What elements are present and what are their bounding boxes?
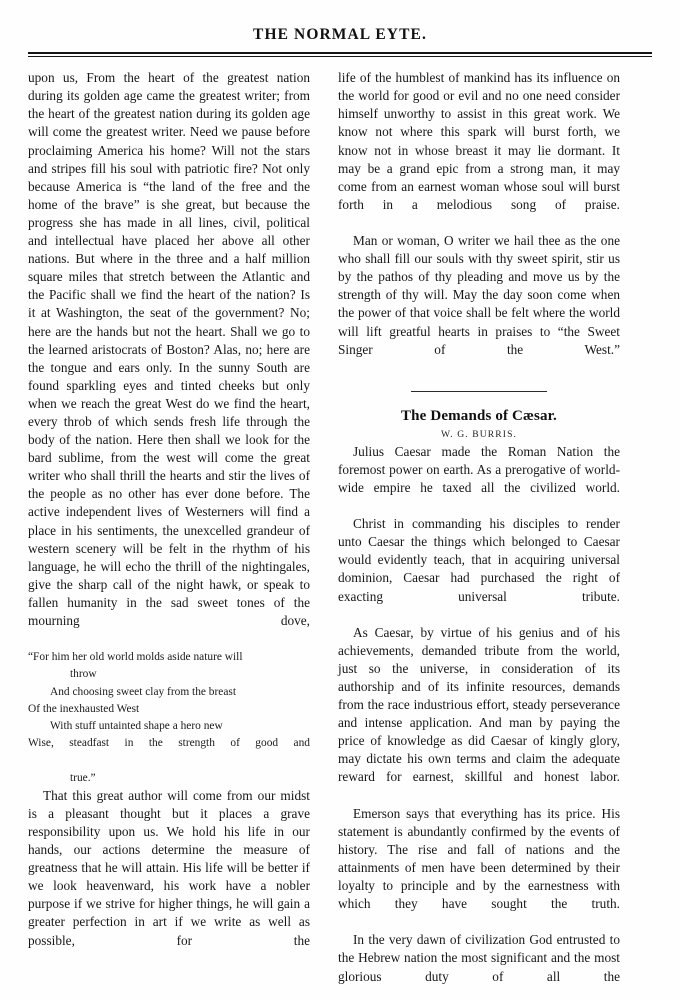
paragraph: upon us, From the heart of the greatest nation during its golden age came the greatest writer; from the heart of the greatest nation during its golden age will come the greatest writer. Need we pause before proclaiming America his home? Will not the stars and stripes fill his soul with patriotic fire? Not only because America is “the land of the free and the home of the brave” is she great, but because the progress she has made in all lines, civil, political and intellectual have placed her above all other nations. But where in the three and a half million square miles that stretch between the Atlantic and the Pacific shall we find the heart of the nation? Is it at Washington, the seat of the government? No; here are the hands but not the heart. Shall we go to the learned aristocrats of Boston? Alas, no; here are the tongue and ears only. In the sunny South are found sparkling eyes and tinted cheeks but only when we reach the great West do we find the heart, every throb of which sends fresh life through the body of the nation. Here then shall we look for the bard sublime, from the west will come the great writer who shall thrill the hearts and stir the lives of the people as no other has ever done before. The active independent lives of Westerners will find a place in his sentiments, the unexcelled grandeur of western scenery will be felt in the rhythm of his language, he will echo the thrill of the nightingales, give the sharp call of the night hawk, or speak to fallen humanity in the sad sweet tones of the mourning dove, bbox=[28, 70, 310, 628]
verse-line: throw bbox=[70, 668, 97, 681]
verse-line: Of the inexhausted West bbox=[28, 702, 140, 715]
verse-line: And choosing sweet clay from the breast bbox=[50, 685, 236, 698]
two-column-layout bbox=[0, 57, 680, 1004]
divider-rule bbox=[411, 391, 547, 392]
paragraph: In the very dawn of civilization God entrusted to the Hebrew nation the most significant and the most glorious duty of all the bbox=[338, 932, 620, 984]
article-byline: W. G. BURRIS. bbox=[440, 428, 518, 440]
paragraph: life of the humblest of mankind has its influence on the world for good or evil and no one need consider himself unworthy to assist in this great work. We know not where this spark will burst forth, we know not in whose breast it may lie dormant. It may be a grand epic from a strong man, it may come from an earnest woman whose soul will burst forth in a melodious song of praise. bbox=[338, 70, 620, 212]
paragraph: As Caesar, by virtue of his genius and of his achievements, demanded tribute from the world, just so the universe, in consideration of its authorship and of its infinite resources, demands from the race industrious effort, steady perseverance and intense application. And man by paying the price of knowledge as did Caesar of kingly glory, may dictate his own terms and claim the adequate reward for earnest, skillful and honest labor. bbox=[338, 624, 620, 785]
left-column bbox=[28, 69, 324, 968]
verse-line: With stuff untainted shape a hero new bbox=[50, 720, 223, 732]
paragraph: That this great author will come from our midst is a pleasant thought but it places a grave responsibility upon us. We hold his life in our hands, our actions determine the measure of greatness that he will attain. His life will be better if we look heavenward, his work have a nobler purpose if we strive for higher things, he will gain a greater perfection in art if we write as well as possible, for the bbox=[28, 787, 310, 948]
article-divider bbox=[338, 382, 620, 400]
paragraph: Emerson says that everything has its price. His statement is abundantly confirmed by the events of history. The rise and fall of nations and the attainments of men have been determined by their loyalty to principle and by the earnestness with which they have sought the truth. bbox=[338, 805, 620, 912]
verse-block bbox=[28, 649, 310, 787]
article-title: The Demands of Cæsar. bbox=[401, 407, 557, 424]
paragraph: Julius Caesar made the Roman Nation the foremost power on earth. As a prerogative of world-wide empire he taxed all the civilized world. bbox=[338, 443, 620, 495]
verse-line: Wise, steadfast in the strength of good and bbox=[28, 737, 310, 750]
verse-line: true.” bbox=[70, 771, 96, 784]
paragraph: Christ in commanding his disciples to render unto Caesar the things which belonged to Caesar would evidently teach, that in acquiring universal dominion, Caesar had purchased the right of exacting universal tribute. bbox=[338, 516, 620, 604]
right-column bbox=[324, 69, 620, 1004]
paragraph: Man or woman, O writer we hail thee as the one who shall fill our souls with thy sweet spirit, stir us by the pathos of thy pleading and move us by the strength of thy will. May the day soon come when the power of that voice shall be felt where the world will lift greatful hearts in praises to “the Sweet Singer of the West.” bbox=[338, 233, 620, 357]
verse-line: “For him her old world molds aside nature will bbox=[28, 651, 243, 664]
page-title: THE NORMAL EYTE. bbox=[253, 26, 427, 43]
